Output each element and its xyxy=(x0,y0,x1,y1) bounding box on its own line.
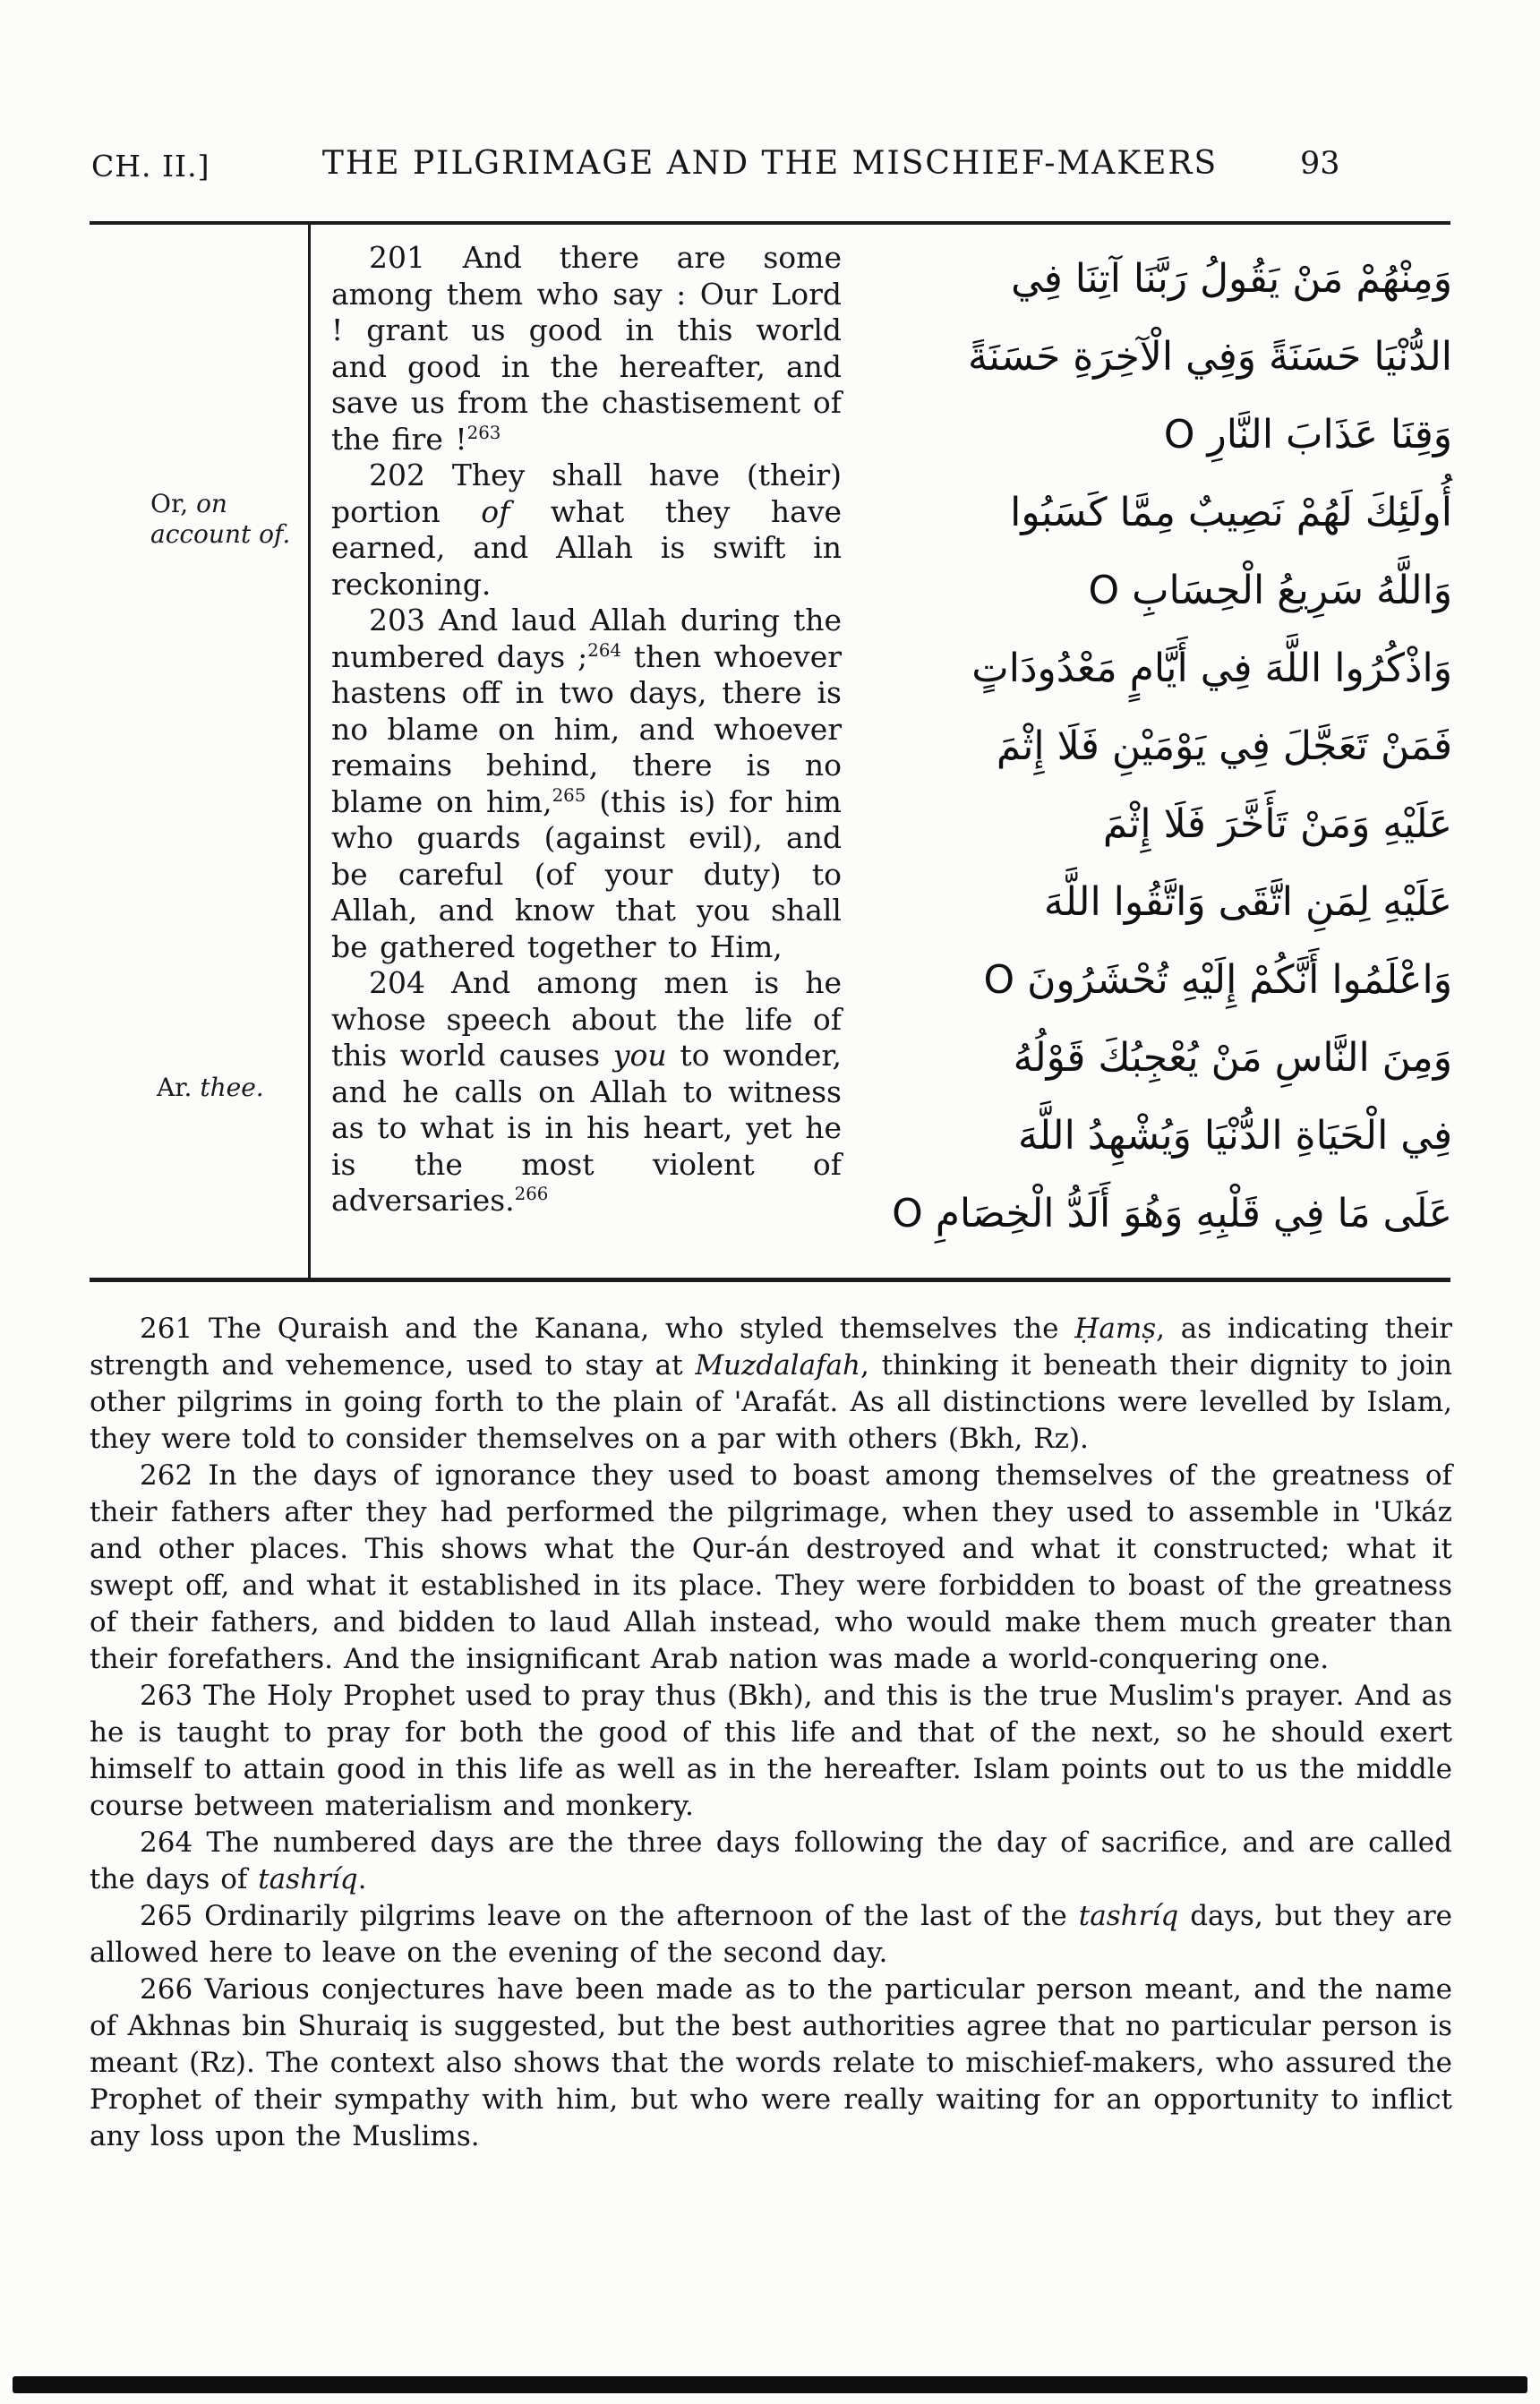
footnotes-section xyxy=(90,1311,1452,2155)
footnote-paragraph: 261 The Quraish and the Kanana, who styled themselves the Ḥamṣ, as indicating their strength and vehemence, used to stay at Muzdalafah, thinking it beneath their dignity to join other pilgrims in going forth to the plain of 'Arafát. As all distinctions were levelled by Islam, they were told to consider themselves on a par with others (Bkh, Rz). xyxy=(90,1313,1452,1455)
arabic-text-line: وَاذْكُرُوا اللَّهَ فِي أَيَّامٍ مَعْدُودَاتٍ xyxy=(971,646,1452,691)
verse-paragraph: 204 And among men is he whose speech about the life of this world causes you to wonder, and he calls on Allah to witness as to what is in his heart, yet he is the most violent of adversaries.$^{266}$ xyxy=(331,965,842,1218)
arabic-text-line: فَمَنْ تَعَجَّلَ فِي يَوْمَيْنِ فَلَا إِثْمَ xyxy=(996,723,1452,769)
chapter-label: CH. II.] xyxy=(91,149,210,184)
arabic-text-line: فِي الْحَيَاةِ الدُّنْيَا وَيُشْهِدُ اللَّهَ xyxy=(1018,1113,1452,1159)
page-number: 93 xyxy=(1300,146,1340,182)
arabic-text-line: وَاعْلَمُوا أَنَّكُمْ إِلَيْهِ تُحْشَرُونَ O xyxy=(983,957,1452,1003)
margin-note-alternative-reading: Or, on account of. xyxy=(150,489,291,549)
verse-paragraph: 201 And there are some among them who say : Our Lord ! grant us good in this world and good in the hereafter, and save us from the chastisement of the fire !$^{263}$ xyxy=(331,240,842,457)
arabic-text-line: وَمِنَ النَّاسِ مَنْ يُعْجِبُكَ قَوْلُهُ xyxy=(1013,1035,1452,1081)
footnote-paragraph: 266 Various conjectures have been made as to the particular person meant, and the name of Akhnas bin Shuraiq is suggested, but the best authorities agree that no particular person is meant (Rz). The context also shows that the words relate to mischief-makers, who assured the Prophet of their sympathy with him, but who were really waiting for an opportunity to inflict any loss upon the Muslims. xyxy=(90,1973,1452,2152)
arabic-text-line: وَقِنَا عَذَابَ النَّارِ O xyxy=(1163,412,1452,458)
arabic-text-line: عَلَى مَا فِي قَلْبِهِ وَهُوَ أَلَدُّ الْخِصَامِ O xyxy=(892,1191,1452,1236)
footnote-rule xyxy=(90,1278,1450,1282)
arabic-text-line: عَلَيْهِ وَمَنْ تَأَخَّرَ فَلَا إِثْمَ xyxy=(1102,801,1452,847)
footnote-paragraph: 265 Ordinarily pilgrims leave on the afternoon of the last of the tashríq days, but they are allowed here to leave on the evening of the second day. xyxy=(90,1900,1452,1969)
arabic-text-line: الدُّنْيَا حَسَنَةً وَفِي الْآخِرَةِ حَسَنَةً xyxy=(967,334,1452,380)
arabic-text-column xyxy=(842,240,1452,1253)
verse-paragraph: 202 They shall have (their) portion of what they have earned, and Allah is swift in reckoning. xyxy=(331,458,842,602)
scan-artifact-bar xyxy=(13,2376,1527,2393)
header-rule xyxy=(90,221,1450,225)
verse-paragraph: 203 And laud Allah during the numbered days ;$^{264}$ then whoever hastens off in two days, there is no blame on him, and whoever remains behind, there is no blame on him,$^{265}$ (this is) for him who guards (against evil), and be careful (of your duty) to Allah, and know that you shall be gathered together to Him, xyxy=(331,603,842,964)
page-title: THE PILGRIMAGE AND THE MISCHIEF-MAKERS xyxy=(321,145,1219,182)
footnote-paragraph: 262 In the days of ignorance they used to boast among themselves of the greatness of their fathers after they had performed the pilgrimage, when they used to assemble in 'Ukáz and other places. This shows what the Qur-án destroyed and what it constructed; what it swept off, and what it established in its place. They were forbidden to boast of the greatness of their fathers, and bidden to laud Allah instead, who would make them much greater than their forefathers. And the insignificant Arab nation was made a world-conquering one. xyxy=(90,1459,1452,1675)
translation-column xyxy=(331,240,842,1219)
arabic-text-line: وَاللَّهُ سَرِيعُ الْحِسَابِ O xyxy=(1088,568,1452,613)
margin-note-arabic-literal: Ar. thee. xyxy=(157,1073,264,1102)
column-divider-rule xyxy=(308,225,311,1278)
arabic-text-line: عَلَيْهِ لِمَنِ اتَّقَى وَاتَّقُوا اللَّهَ xyxy=(1043,879,1452,925)
arabic-text-line: وَمِنْهُمْ مَنْ يَقُولُ رَبَّنَا آتِنَا فِي xyxy=(1011,256,1452,302)
footnote-paragraph: 263 The Holy Prophet used to pray thus (Bkh), and this is the true Muslim's prayer. And as he is taught to pray for both the good of this life and that of the next, so he should exert himself to attain good in this life as well as in the hereafter. Islam points out to us the middle course between materialism and monkery. xyxy=(90,1680,1452,1822)
footnote-paragraph: 264 The numbered days are the three days following the day of sacrifice, and are called the days of tashríq. xyxy=(90,1827,1452,1895)
arabic-text-line: أُولَئِكَ لَهُمْ نَصِيبٌ مِمَّا كَسَبُوا xyxy=(1010,490,1452,535)
